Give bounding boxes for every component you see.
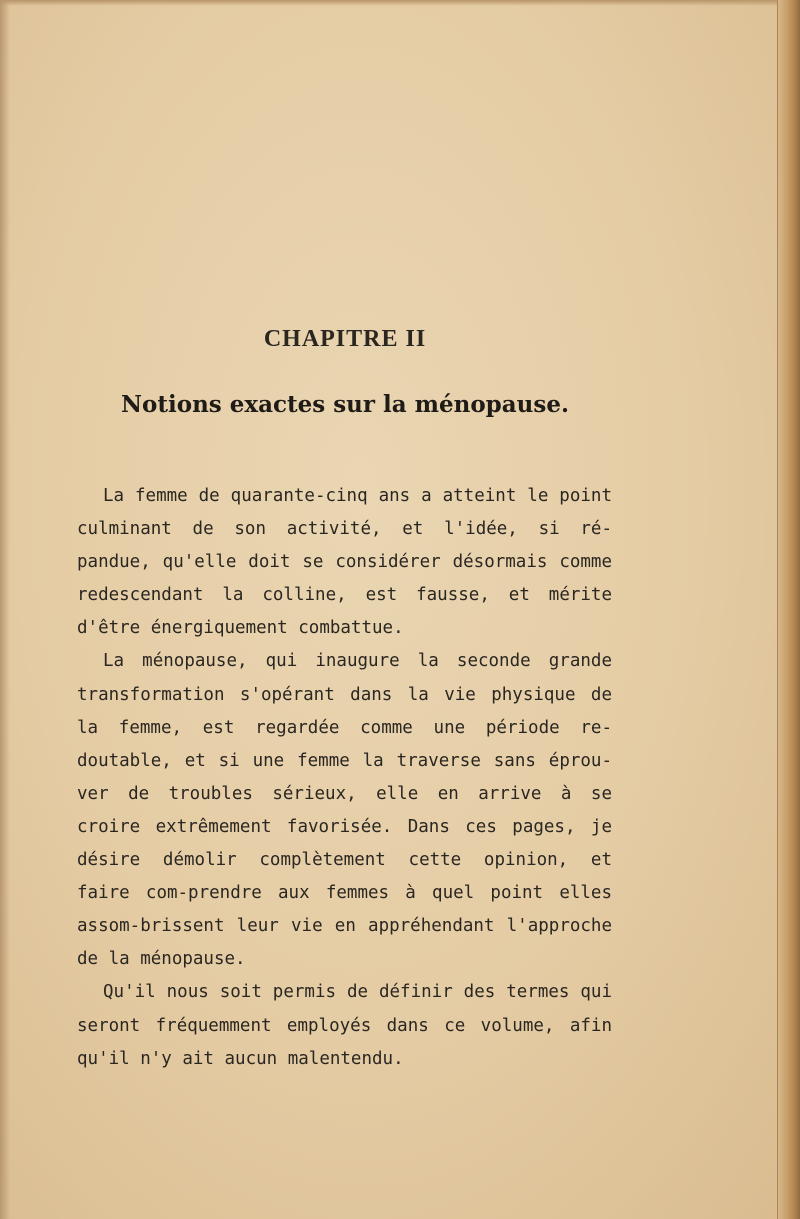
page-left-edge (0, 0, 10, 1219)
body-text (77, 480, 612, 1076)
paragraph-1: La femme de quarante-cinq ans a atteint le point culminant de son activité, et l'idée, si ré-pandue, qu'elle doit se considérer désormais comme redescendant la colline, est fausse, et mérite d'être énergiquement combattue. (77, 486, 612, 639)
paragraph-3: Qu'il nous soit permis de définir des termes qui seront fréquemment employés dans ce volume, afin qu'il n'y ait aucun malentendu. (77, 982, 612, 1069)
page-top-edge (0, 0, 800, 6)
chapter-title: Notions exactes sur la ménopause. (121, 391, 569, 418)
page-right-edge (777, 0, 800, 1219)
chapter-heading: CHAPITRE II (263, 326, 427, 352)
paragraph-2: La ménopause, qui inaugure la seconde grande transformation s'opérant dans la vie physique de la femme, est regardée comme une période re-doutable, et si une femme la traverse sans éprou-ver de troubles sérieux, elle en arrive à se croire extrêmement favorisée. Dans ces pages, je désire démolir complètement cette opinion, et faire com-prendre aux femmes à quel point elles assom-brissent leur vie en appréhendant l'approche de la ménopause. (77, 651, 612, 970)
